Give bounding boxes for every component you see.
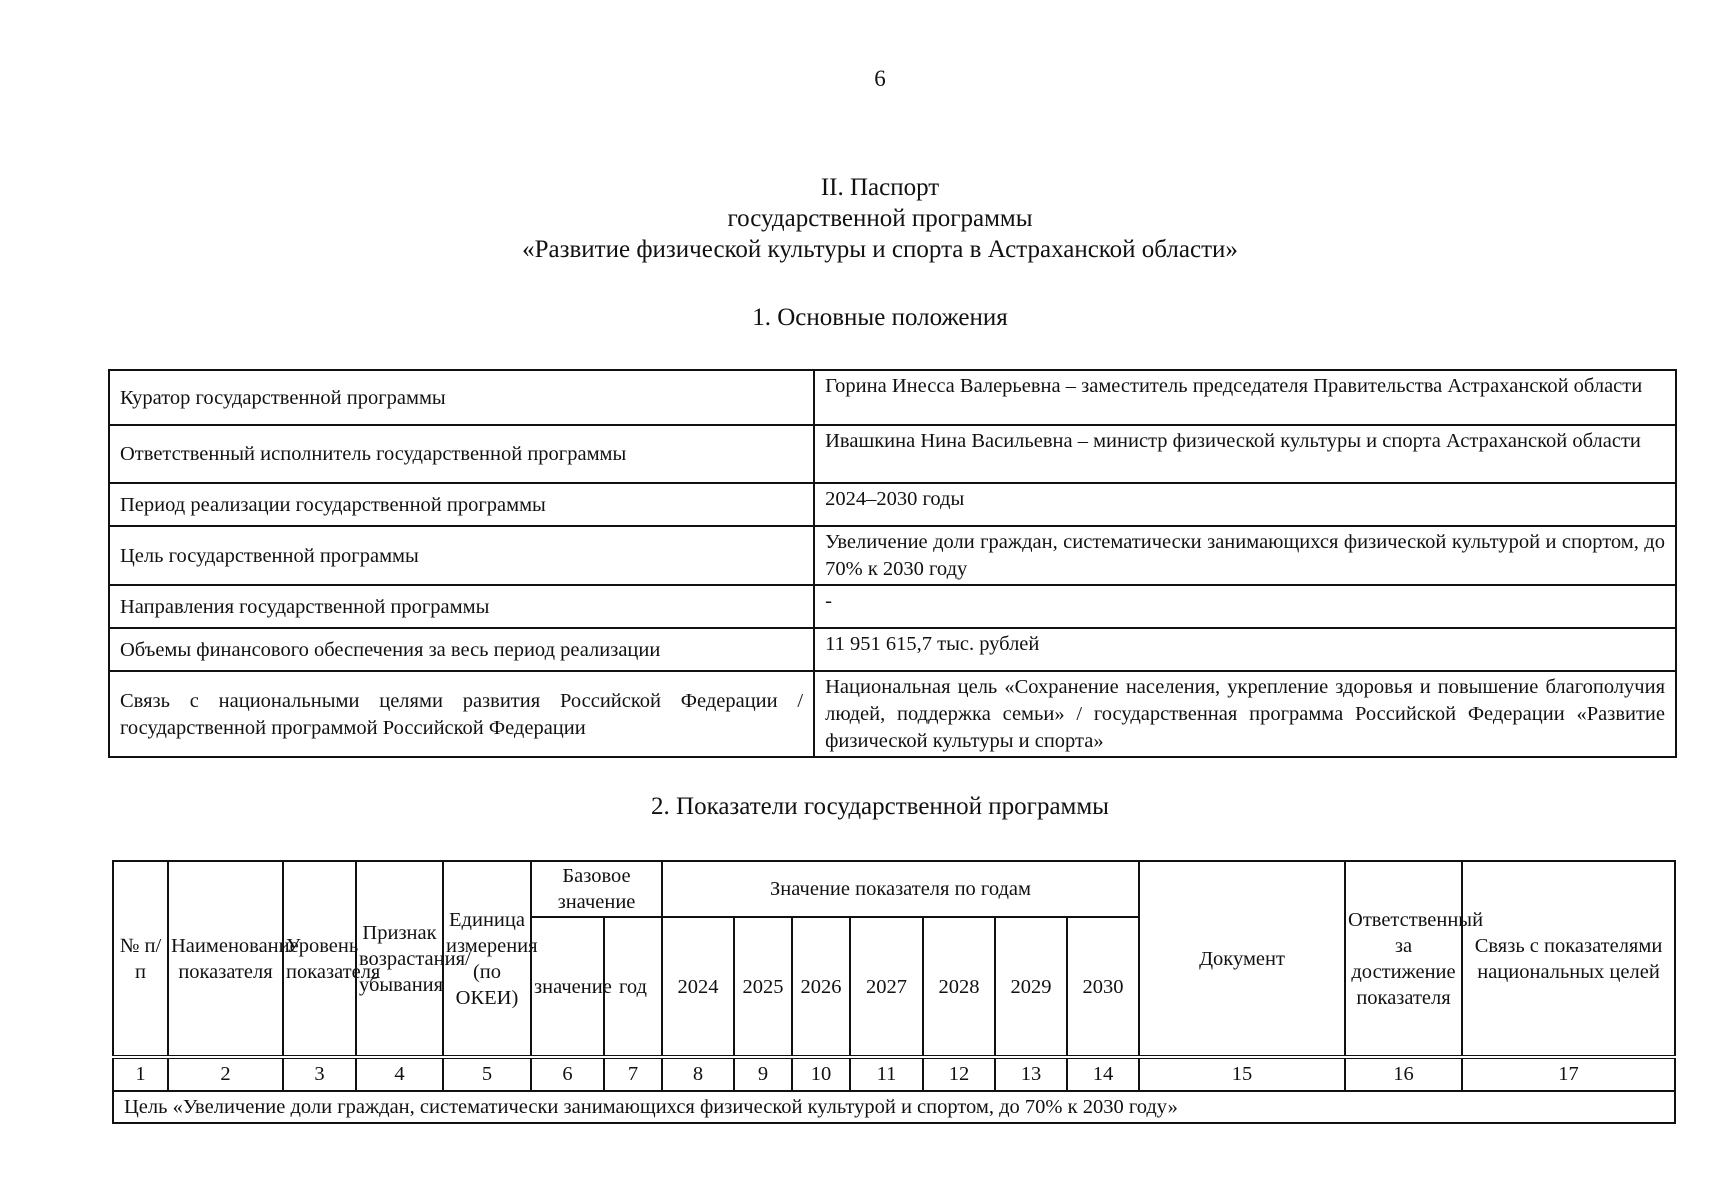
col-header-link: Связь с показателями национальных целей	[1462, 861, 1675, 1057]
col-header-year: 2026	[792, 917, 850, 1057]
table-row	[109, 483, 1676, 526]
col-header-name: Наименование показателя	[168, 861, 283, 1057]
col-header-base-year: год	[604, 917, 662, 1057]
table-row	[109, 526, 1676, 585]
column-number: 1	[113, 1057, 168, 1091]
row-value: Увеличение доли граждан, систематически занимающихся физической культурой и спортом, до 70% к 2030 году	[814, 526, 1676, 585]
row-key: Объемы финансового обеспечения за весь период реализации	[109, 628, 814, 671]
table-header-row	[113, 861, 1675, 917]
column-number: 5	[443, 1057, 531, 1091]
column-number: 4	[356, 1057, 443, 1091]
table-row	[109, 370, 1676, 425]
row-value: Национальная цель «Сохранение населения, укрепление здоровья и повышение благополучия людей, поддержка семьи» / государственная программа Российской Федерации «Развитие физической культуры и спорта»	[814, 671, 1676, 757]
col-header-base: Базовое значение	[531, 861, 662, 917]
column-number: 15	[1139, 1057, 1345, 1091]
col-header-unit: Единица измерения (по ОКЕИ)	[443, 861, 531, 1057]
col-header-year: 2024	[662, 917, 734, 1057]
table-row	[109, 671, 1676, 757]
row-value: Горина Инесса Валерьевна – заместитель председателя Правительства Астраханской области	[814, 370, 1676, 425]
indicators-table	[112, 860, 1676, 1124]
column-number: 17	[1462, 1057, 1675, 1091]
row-key: Ответственный исполнитель государственной программы	[109, 425, 814, 483]
column-number: 10	[792, 1057, 850, 1091]
column-numbers-row	[113, 1057, 1675, 1091]
column-number: 2	[168, 1057, 283, 1091]
row-key: Куратор государственной программы	[109, 370, 814, 425]
section1-heading: 1. Основные положения	[752, 304, 1008, 331]
row-key: Направления государственной программы	[109, 585, 814, 628]
col-header-responsible: Ответственный за достижение показателя	[1345, 861, 1462, 1057]
document-title	[0, 172, 1709, 265]
column-number: 13	[995, 1057, 1067, 1091]
basic-provisions-table	[108, 369, 1677, 758]
col-header-year: 2025	[734, 917, 792, 1057]
row-key: Период реализации государственной программы	[109, 483, 814, 526]
row-key: Связь с национальными целями развития Российской Федерации / государственной программой Российской Федерации	[109, 671, 814, 757]
column-number: 16	[1345, 1057, 1462, 1091]
row-key: Цель государственной программы	[109, 526, 814, 585]
col-header-sign: Признак возрастания/ убывания	[356, 861, 443, 1057]
column-number: 12	[923, 1057, 995, 1091]
col-header-year: 2029	[995, 917, 1067, 1057]
col-header-num: № п/п	[113, 861, 168, 1057]
column-number: 11	[850, 1057, 923, 1091]
col-header-years-group: Значение показателя по годам	[662, 861, 1139, 917]
col-header-year: 2028	[923, 917, 995, 1057]
title-line-3: «Развитие физической культуры и спорта в Астраханской области»	[522, 236, 1238, 263]
row-value: 11 951 615,7 тыс. рублей	[814, 628, 1676, 671]
col-header-year: 2030	[1067, 917, 1139, 1057]
row-value: Ивашкина Нина Васильевна – министр физической культуры и спорта Астраханской области	[814, 425, 1676, 483]
column-number: 3	[283, 1057, 356, 1091]
row-value: -	[814, 585, 1676, 628]
column-number: 14	[1067, 1057, 1139, 1091]
title-line-2: государственной программы	[727, 205, 1033, 232]
column-number: 6	[531, 1057, 604, 1091]
row-value: 2024–2030 годы	[814, 483, 1676, 526]
col-header-document: Документ	[1139, 861, 1345, 1057]
page-number: 6	[874, 66, 886, 91]
col-header-base-value: значение	[531, 917, 604, 1057]
goal-text: Цель «Увеличение доли граждан, систематически занимающихся физической культурой и спортом, до 70% к 2030 году»	[113, 1091, 1675, 1123]
table-row	[109, 628, 1676, 671]
column-number: 7	[604, 1057, 662, 1091]
col-header-year: 2027	[850, 917, 923, 1057]
section2-heading: 2. Показатели государственной программы	[651, 793, 1109, 820]
title-line-1: II. Паспорт	[820, 174, 940, 201]
goal-row	[113, 1091, 1675, 1123]
table-row	[109, 585, 1676, 628]
table-row	[109, 425, 1676, 483]
col-header-level: Уровень показателя	[283, 861, 356, 1057]
column-number: 8	[662, 1057, 734, 1091]
column-number: 9	[734, 1057, 792, 1091]
